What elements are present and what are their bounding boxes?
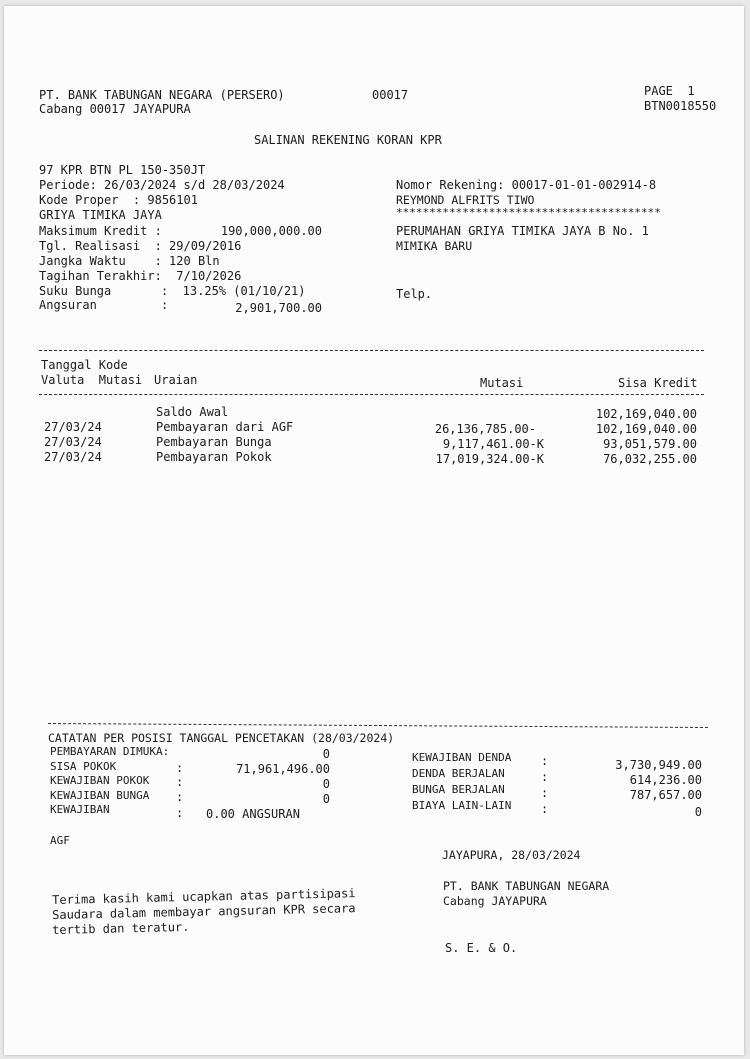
suku-bunga-value: : 13.25% (01/10/21) bbox=[161, 284, 306, 298]
note-colon: : bbox=[176, 790, 184, 804]
note-label: KEWAJIBAN BUNGA bbox=[50, 789, 150, 802]
row-date: 27/03/24 bbox=[44, 420, 102, 434]
col-uraian: Uraian bbox=[154, 373, 198, 387]
note-value: 0 bbox=[694, 805, 702, 819]
col-mutasi: Mutasi bbox=[480, 376, 524, 390]
period: Periode: 26/03/2024 s/d 28/03/2024 bbox=[39, 178, 285, 192]
notes-divider bbox=[48, 723, 708, 728]
note-label: DENDA BERJALAN bbox=[412, 767, 505, 780]
note-colon: : bbox=[176, 806, 184, 820]
row-mutasi: 17,019,324.00-K bbox=[435, 452, 544, 466]
angsuran-colon: : bbox=[161, 298, 169, 312]
row-sisa-kredit: 102,169,040.00 bbox=[595, 422, 697, 436]
row-mutasi: 9,117,461.00-K bbox=[442, 437, 544, 451]
project-name: GRIYA TIMIKA JAYA bbox=[39, 208, 162, 222]
note-value: 3,730,949.00 bbox=[615, 758, 702, 772]
row-description: Saldo Awal bbox=[156, 405, 229, 419]
note-value: 71,961,496.00 bbox=[236, 762, 330, 776]
page-number: PAGE 1 bbox=[644, 84, 695, 98]
seo-note: S. E. & O. bbox=[445, 941, 518, 955]
table-header-divider bbox=[39, 394, 704, 395]
note-value: 0 bbox=[322, 747, 330, 761]
account-holder: REYMOND ALFRITS TIWO bbox=[396, 193, 535, 207]
signing-branch: Cabang JAYAPURA bbox=[443, 894, 547, 908]
note-label: KEWAJIBAN POKOK bbox=[50, 774, 150, 787]
note-label: SISA POKOK bbox=[50, 760, 117, 773]
row-description: Pembayaran Bunga bbox=[156, 435, 272, 449]
note-value: 0.00 ANGSURAN bbox=[206, 807, 300, 821]
col-valuta-mutasi: Valuta Mutasi bbox=[41, 373, 143, 387]
notes-title: CATATAN PER POSISI TANGGAL PENCETAKAN (28/03/2024) bbox=[48, 731, 395, 745]
note-value: 614,236.00 bbox=[629, 773, 702, 787]
masked-line: **************************************** bbox=[396, 206, 661, 219]
angsuran-value: 2,901,700.00 bbox=[235, 301, 322, 315]
note-label: KEWAJIBAN DENDA bbox=[412, 751, 512, 764]
row-description: Pembayaran Pokok bbox=[156, 450, 272, 464]
note-colon: : bbox=[541, 754, 549, 768]
address-line-2: MIMIKA BARU bbox=[396, 239, 473, 253]
note-value: 787,657.00 bbox=[629, 788, 702, 802]
signing-bank: PT. BANK TABUNGAN NEGARA bbox=[443, 879, 610, 893]
branch-code: 00017 bbox=[372, 88, 409, 102]
row-date: 27/03/24 bbox=[44, 450, 102, 464]
document-title: SALINAN REKENING KORAN KPR bbox=[254, 133, 442, 147]
note-value: 0 bbox=[322, 777, 330, 791]
jangka-waktu: Jangka Waktu : 120 Bln bbox=[39, 254, 220, 268]
nomor-rekening: Nomor Rekening: 00017-01-01-002914-8 bbox=[396, 178, 657, 192]
row-date: 27/03/24 bbox=[44, 435, 102, 449]
row-description: Pembayaran dari AGF bbox=[156, 420, 294, 434]
kode-proper: Kode Proper : 9856101 bbox=[39, 193, 198, 207]
note-colon: : bbox=[541, 802, 549, 816]
note-label: KEWAJIBAN bbox=[50, 803, 110, 816]
row-mutasi: 26,136,785.00- bbox=[434, 422, 536, 436]
thanks-line-1: Terima kasih kami ucapkan atas partisipasi bbox=[52, 886, 356, 907]
angsuran-label: Angsuran bbox=[39, 298, 97, 312]
note-colon: : bbox=[541, 770, 549, 784]
col-sisa-kredit: Sisa Kredit bbox=[618, 376, 698, 390]
thanks-line-3: tertib dan teratur. bbox=[52, 919, 190, 937]
row-sisa-kredit: 76,032,255.00 bbox=[603, 452, 697, 466]
note-colon: : bbox=[176, 775, 184, 789]
row-sisa-kredit: 102,169,040.00 bbox=[595, 407, 697, 421]
telp-label: Telp. bbox=[396, 287, 433, 301]
note-label: BUNGA BERJALAN bbox=[412, 783, 505, 796]
agf-label: AGF bbox=[50, 834, 70, 847]
max-credit-label: Maksimum Kredit : bbox=[39, 224, 162, 238]
note-value: 0 bbox=[322, 792, 330, 806]
address-line-1: PERUMAHAN GRIYA TIMIKA JAYA B No. 1 bbox=[396, 224, 649, 238]
tagihan-terakhir: Tagihan Terakhir: 7/10/2026 bbox=[39, 269, 242, 283]
note-label: PEMBAYARAN DIMUKA: bbox=[50, 745, 170, 758]
row-sisa-kredit: 93,051,579.00 bbox=[603, 437, 697, 451]
product-name: 97 KPR BTN PL 150-350JT bbox=[39, 163, 206, 177]
realisasi-date: Tgl. Realisasi : 29/09/2016 bbox=[39, 239, 242, 253]
note-colon: : bbox=[541, 786, 549, 800]
suku-bunga-label: Suku Bunga bbox=[39, 284, 112, 298]
max-credit-value: 190,000,000.00 bbox=[220, 224, 322, 238]
place-date: JAYAPURA, 28/03/2024 bbox=[442, 848, 581, 862]
branch-name: Cabang 00017 JAYAPURA bbox=[39, 102, 191, 116]
bank-name: PT. BANK TABUNGAN NEGARA (PERSERO) bbox=[39, 88, 285, 102]
col-tanggal-kode: Tanggal Kode bbox=[41, 358, 128, 372]
statement-page bbox=[4, 6, 744, 1055]
note-colon: : bbox=[176, 761, 184, 775]
table-top-divider bbox=[39, 350, 704, 351]
thanks-line-2: Saudara dalam membayar angsuran KPR secara bbox=[52, 901, 356, 922]
note-label: BIAYA LAIN-LAIN bbox=[412, 799, 512, 812]
form-code: BTN0018550 bbox=[644, 99, 717, 113]
